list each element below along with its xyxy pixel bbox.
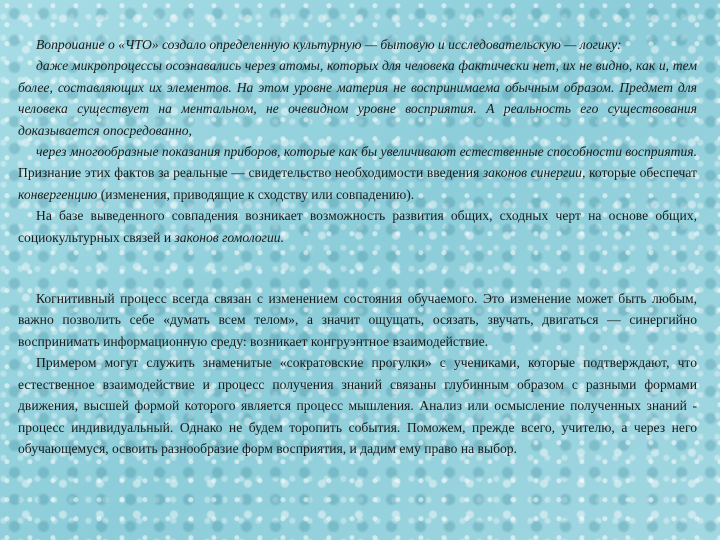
- paragraph-question-logic: Вопроиание о «ЧТО» создало определенную культурную — бытовую и исследовательскую — логику:: [36, 37, 622, 52]
- paragraph-microprocesses: даже микропроцессы осознавались через атомы, которых для человека фактически нет, их не видно, как и, тем более, составляющих их элементов. На этом уровне материя не воспринимаема обычным образом. Предмет для человека существует на ментальном, не очевидном уровне восприятия. А реальность его существования доказывается опосредованно,: [18, 58, 697, 138]
- convergence-definition: (изменения, приводящие к сходству или совпадению).: [97, 186, 415, 202]
- instruments-italic: через многообразные показания приборов, которые как бы увеличивают естественные способности восприятия.: [36, 144, 697, 160]
- convergence-term: конвергенцию: [18, 186, 98, 202]
- instruments-text: Признание этих фактов за реальные — свидетельство необходимости введения: [18, 165, 483, 181]
- synergy-laws-term: законов синергии,: [482, 165, 586, 181]
- homology-text: На базе выведенного совпадения возникает возможность развития общих, сходных черт на основе общих, социокультурных связей и: [18, 208, 697, 245]
- section-gap: [18, 248, 697, 288]
- paragraph-socratic-walks: Примером могут служить знаменитые «сократовские прогулки» с учениками, которые подтверждают, что естественное взаимодействие и процесс получения знаний связаны глубинным образом с разными формами движения, высшей формой которого является процесс мышления. Анализ или осмысление полученных знаний - процесс индивидуальный. Однако не будем торопить события. Поможем, прежде всего, учителю, а через него обучающемуся, освоить разнообразие форм восприятия, и дадим ему право на выбор.: [18, 355, 697, 456]
- slide-text: [18, 34, 697, 459]
- homology-laws-term: законов гомологии.: [174, 229, 284, 245]
- paragraph-instruments: [18, 141, 697, 205]
- instruments-text-2: которые обеспечат: [585, 165, 698, 181]
- paragraph-homology: [18, 205, 697, 248]
- paragraph-cognitive-process: Когнитивный процесс всегда связан с изменением состояния обучаемого. Это изменение может быть любым, важно позволить себе «думать всем телом», а значит ощущать, осязать, звучать, двигаться — синергийно воспринимать информационную среду: возникает конгруэнтное взаимодействие.: [18, 291, 697, 349]
